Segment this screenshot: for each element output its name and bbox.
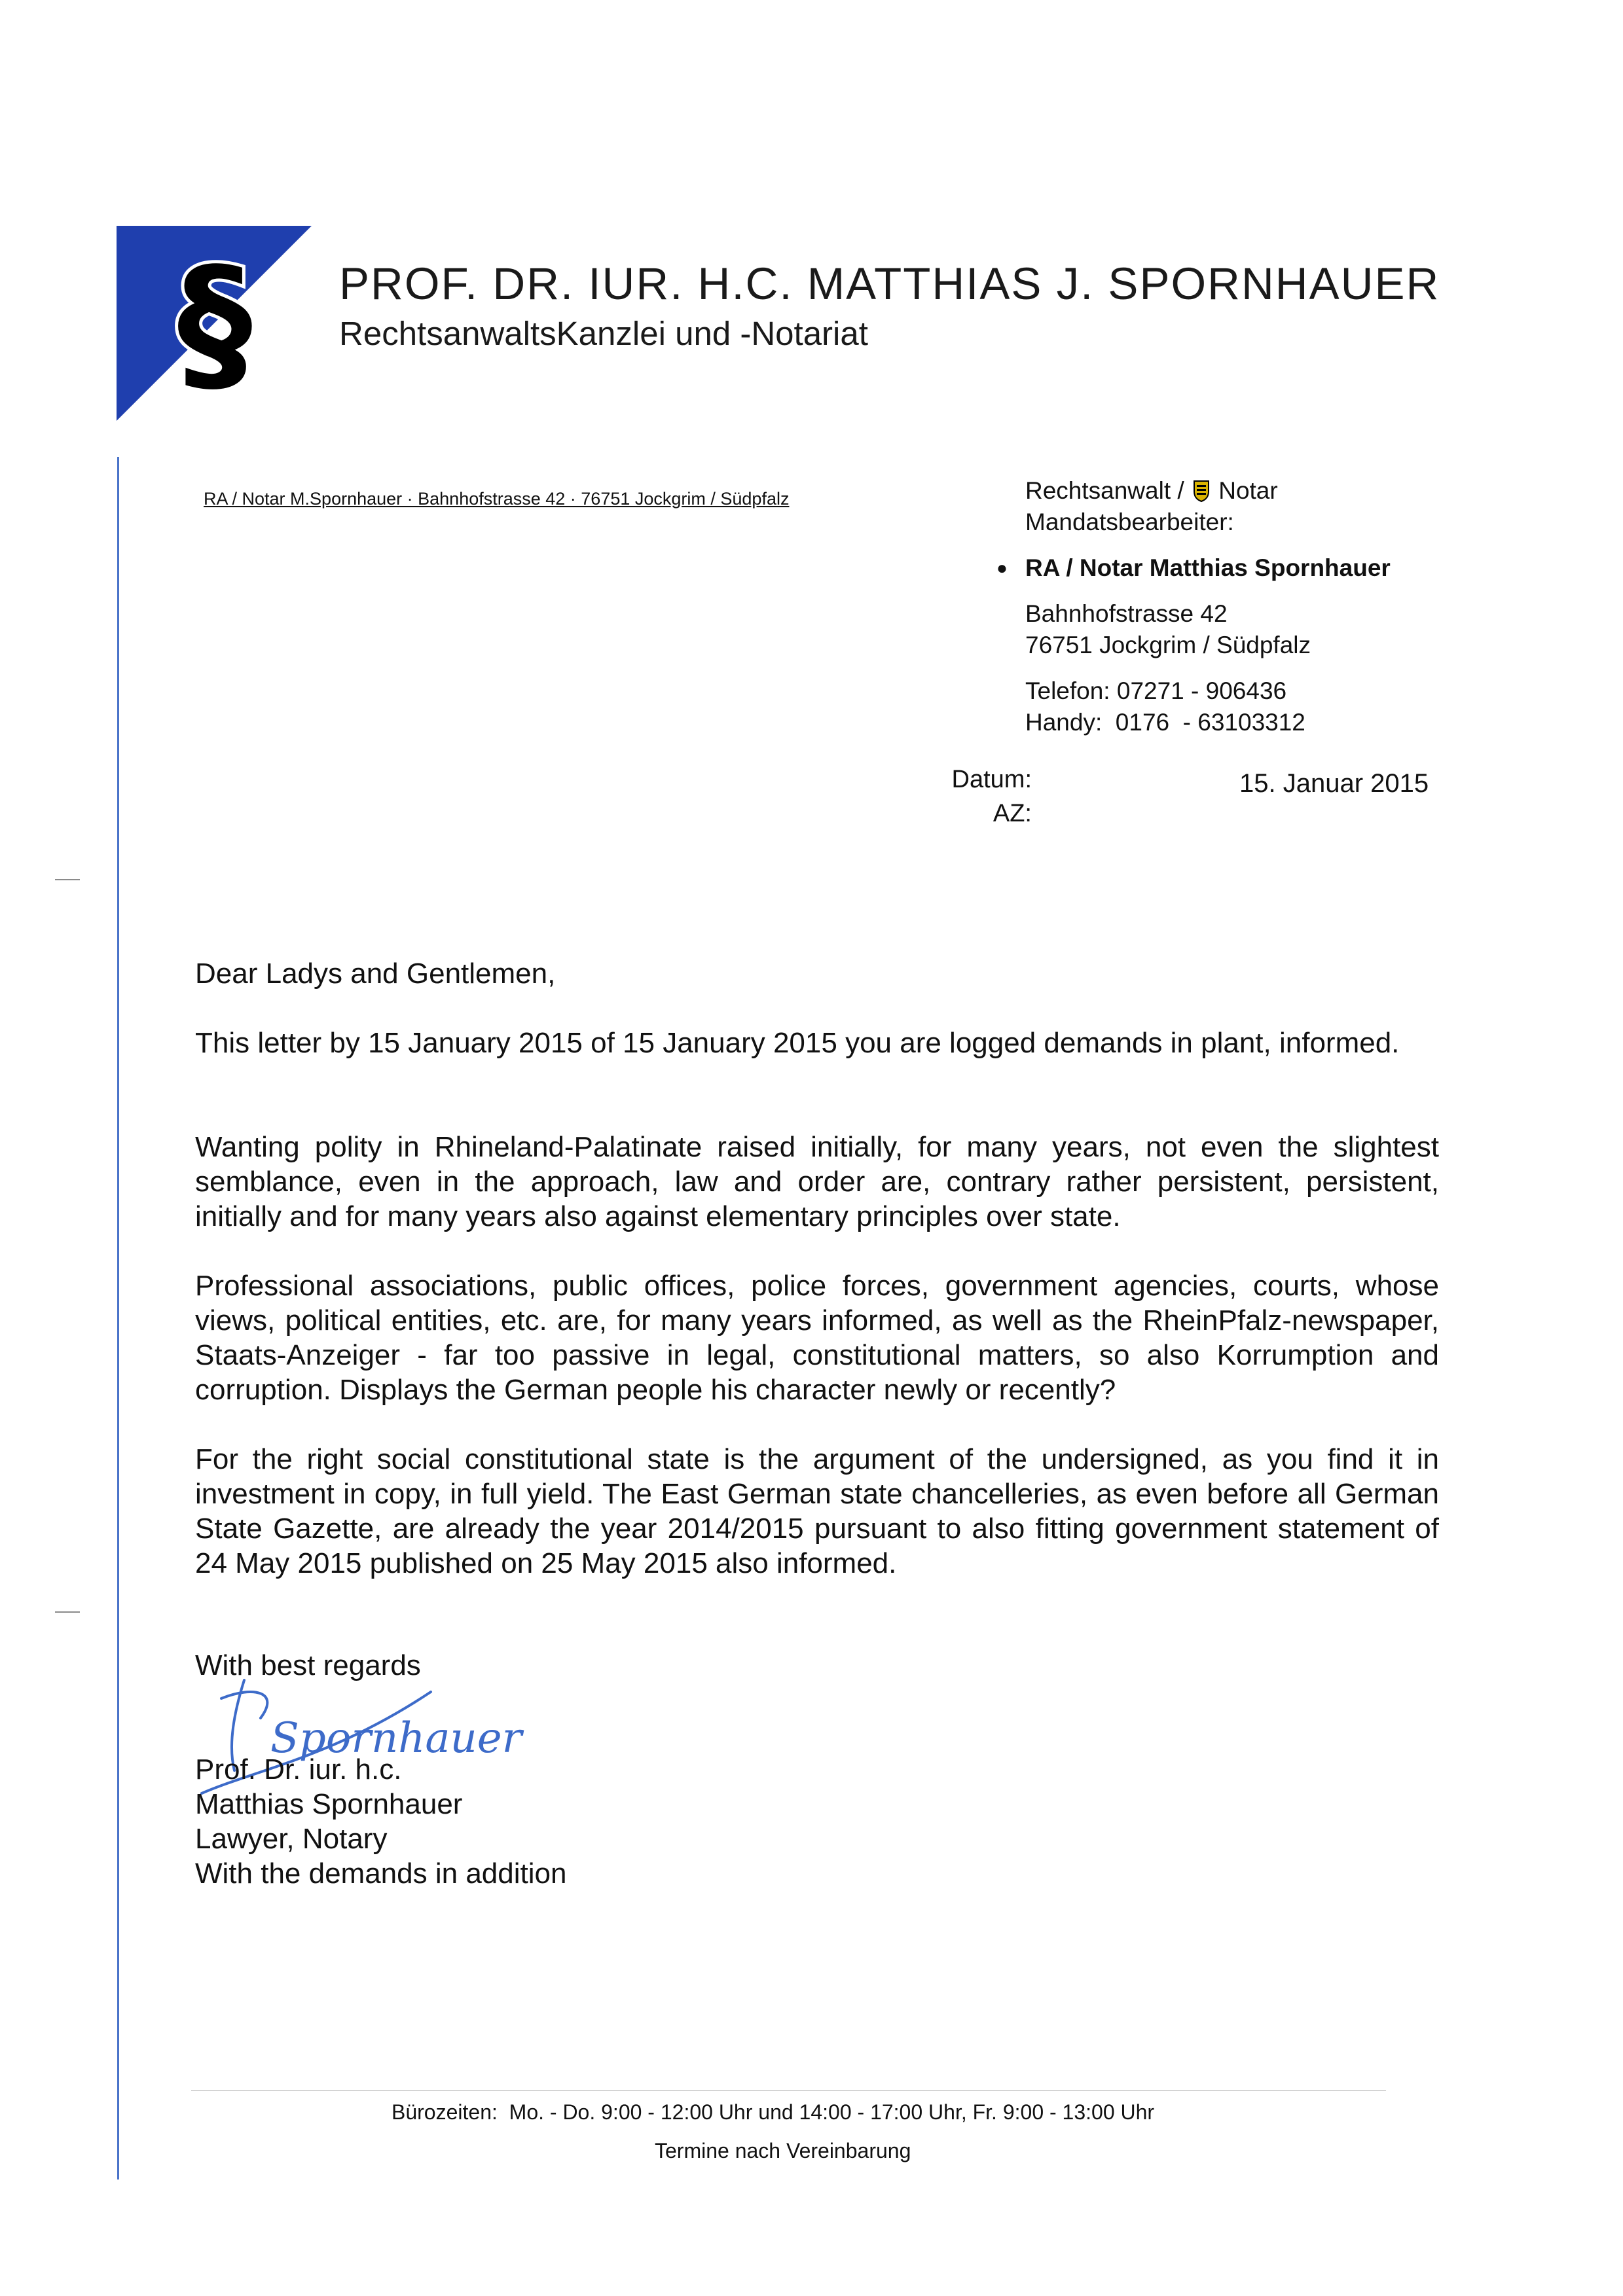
- appointments-note: Termine nach Vereinbarung: [655, 2139, 911, 2162]
- reference-label: AZ:: [993, 800, 1032, 827]
- body-paragraph: Wanting polity in Rhineland-Palatinate raised initially, for many years, not even the slightest semblance, even in the approach, law and order are, contrary rather persistent, persistent, initially and for many years also against elementary principles over state.: [195, 1131, 1439, 1232]
- fold-mark: [55, 879, 80, 880]
- sender-name-row: [996, 552, 1391, 584]
- coat-of-arms-icon: [1193, 480, 1210, 502]
- body-paragraph: This letter by 15 January 2015 of 15 January 2015 you are logged demands in plant, informed.: [195, 1027, 1400, 1059]
- date-value: 15. Januar 2015: [1239, 769, 1429, 798]
- office-hours: Bürozeiten: Mo. - Do. 9:00 - 12:00 Uhr und 14:00 - 17:00 Uhr, Fr. 9:00 - 13:00 Uhr: [392, 2100, 1155, 2124]
- sender-name: RA / Notar Matthias Spornhauer: [1025, 554, 1391, 581]
- signer-name: Matthias Spornhauer: [195, 1788, 463, 1820]
- bullet-icon: ●: [996, 558, 1008, 578]
- sender-city: 76751 Jockgrim / Südpfalz: [1025, 632, 1311, 658]
- fold-mark: [55, 1611, 80, 1613]
- closing-greeting: With best regards: [195, 1649, 421, 1681]
- sender-block: [996, 475, 1391, 738]
- section-sign-icon: §: [177, 236, 253, 411]
- signer-profession: Lawyer, Notary: [195, 1823, 388, 1855]
- letterhead-title: PROF. DR. IUR. H.C. MATTHIAS J. SPORNHAUER: [339, 259, 1440, 309]
- role-line: [1025, 475, 1391, 507]
- footer-divider: [191, 2090, 1386, 2091]
- margin-rule: [117, 457, 119, 2179]
- sender-mobile: Handy: 0176 - 63103312: [1025, 709, 1305, 736]
- salutation: Dear Ladys and Gentlemen,: [195, 958, 556, 990]
- body-paragraph: For the right social constitutional state is the argument of the undersigned, as you find it in investment in copy, in full yield. The East German state chancelleries, as even before all German State Gazette, are already the year 2014/2015 pursuant to also fitting government statement of 24 May 2015 published on 25 May 2015 also informed.: [195, 1443, 1439, 1579]
- sender-street: Bahnhofstrasse 42: [1025, 600, 1228, 627]
- signer-title: Prof. Dr. iur. h.c.: [195, 1753, 402, 1785]
- return-address-line: RA / Notar M.Spornhauer · Bahnhofstrasse 42 · 76751 Jockgrim / Südpfalz: [204, 489, 790, 509]
- role-suffix: Notar: [1218, 477, 1278, 504]
- sender-phone: Telefon: 07271 - 906436: [1025, 677, 1287, 704]
- clerk-label: Mandatsbearbeiter:: [1025, 509, 1234, 535]
- body-paragraph: Professional associations, public offices, police forces, government agencies, courts, whose views, political entities, etc. are, for many years informed, as well as the RheinPfalz-newspaper, Staats-Anzeiger - far too passive in legal, constitutional matters, so also Korrumption and corruption. Displays the German people his character newly or recently?: [195, 1270, 1439, 1406]
- enclosure-note: With the demands in addition: [195, 1857, 567, 1890]
- letterhead-subtitle: RechtsanwaltsKanzlei und -Notariat: [339, 315, 868, 352]
- signature-script: Spornhauer: [270, 1714, 522, 1763]
- role-prefix: Rechtsanwalt /: [1025, 477, 1184, 504]
- date-label: Datum:: [951, 766, 1032, 793]
- paragraph-logo: [117, 226, 312, 421]
